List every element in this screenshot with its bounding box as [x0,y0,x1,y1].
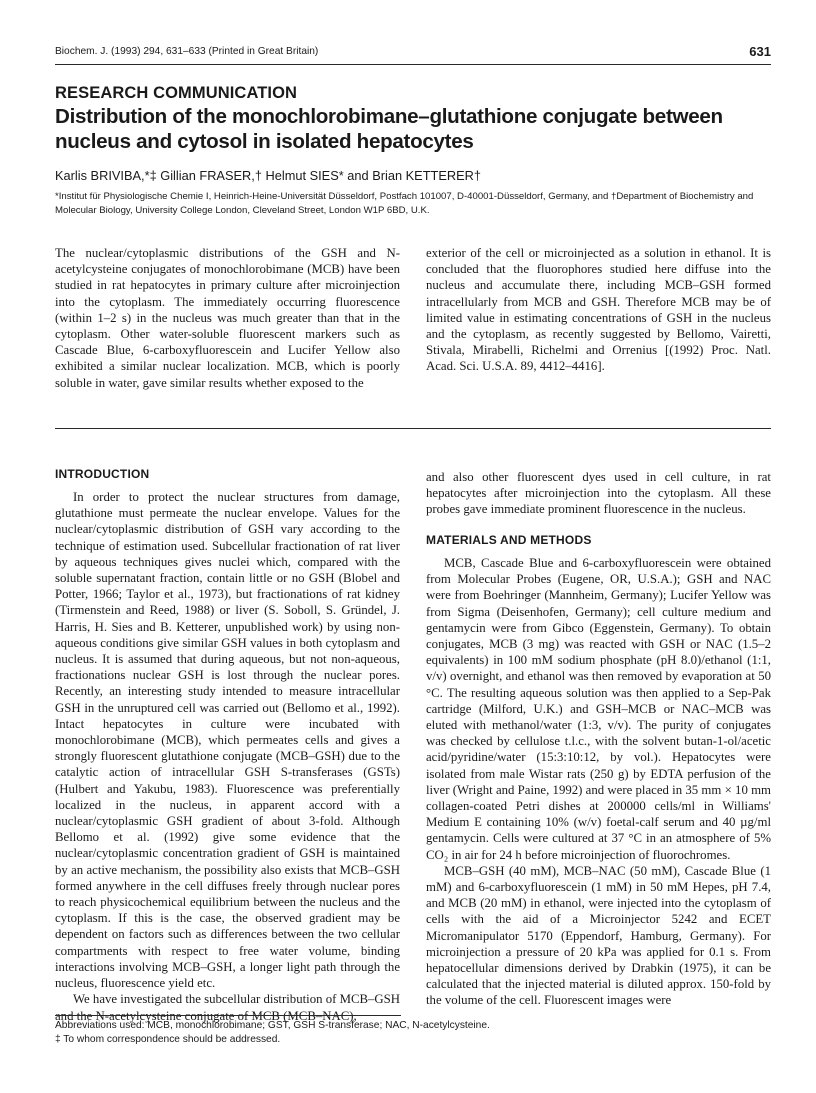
right-column-intro [426,469,771,518]
header-rule [55,64,771,65]
affiliations: *Institut für Physiologische Chemie I, Heinrich-Heine-Universität Düsseldorf, Postfach 101007, D-40001-Düsseldorf, Germany, and †Department of Biochemistry and Molecular Biology, University College London, Cleveland Street, London W1P 6BD, U.K. [55,191,754,216]
methods-paragraph-2: MCB–GSH (40 mM), MCB–NAC (50 mM), Cascade Blue (1 mM) and 6-carboxyfluorescein (1 mM) in 50 mM Hepes, pH 7.4, and MCB (20 mM) in ethanol, were injected into the cytoplasm of cells with the aid of a Microinjector 5242 and ECET Micromanipulator 5170 (Eppendorf, Hamburg, Germany). For microinjection a pressure of 20 kPa was applied for 0.1 s. From hepatocellular dimensions derived by Drabkin (1975), it can be calculated that the injected material is diluted approx. 150-fold by the volume of the cell. Fluorescent images were [426,863,771,1008]
footnote-rule [55,1015,401,1016]
page-number: 631 [749,44,771,59]
running-header [55,45,771,61]
right-column-methods [426,555,771,1009]
section-label: RESEARCH COMMUNICATION [55,84,298,102]
abstract-text-part1: The nuclear/cytoplasmic distributions of the GSH and N-acetylcysteine conjugates of monochlorobimane (MCB) have been studied in rat hepatocytes in primary culture after microinjection into the cytoplasm. The immediately occurring fluorescence (within 1–2 s) in the nucleus was much greater than that in the cytoplasm. Other water-soluble fluorescent markers such as Cascade Blue, 6-carboxyfluorescein and Lucifer Yellow also exhibited a similar nuclear localization. MCB, which is poorly soluble in water, gave similar results whether exposed to the [55,246,400,390]
methods-paragraph-1: MCB, Cascade Blue and 6-carboxyfluorescein were obtained from Molecular Probes (Eugene, OR, U.S.A.); GSH and NAC were from Boehringer (Mannheim, Germany); Lucifer Yellow was from Sigma (Deisenhofen, Germany); cell culture medium and gentamycin were from Gibco (Eggenstein, Germany). To obtain conjugates, MCB (3 mg) was reacted with GSH or NAC (1.5–2 equivalents) in 100 mM sodium phosphate (pH 8.0)/ethanol (1:1, v/v) overnight, and ethanol was then removed by evaporation at 50 °C. The resulting aqueous solution was then applied to a Sep-Pak cartridge (Milford, U.K.) and GSH–MCB or NAC–MCB was eluted with methanol/water (1:3, v/v). The purity of conjugates was checked by cellulose t.l.c., with the solvent butan-1-ol/acetic acid/pyridine/water (15:3:10:12, by vol.). Hepatocytes were isolated from male Wistar rats (250 g) by EDTA perfusion of the liver (Wright and Paine, 1992) and were placed in 35 mm × 10 mm collagen-coated Petri dishes at 200000 cells/ml in Williams' Medium E containing 10% (w/v) foetal-calf serum and 40 µg/ml gentamycin. Cells were cultured at 37 °C in an atmosphere of 5% CO₂ in air for 24 h before microinjection of fluorochromes. [426,556,771,862]
author-list: Karlis BRIVIBA,*‡ Gillian FRASER,† Helmut SIES* and Brian KETTERER† [55,168,482,183]
footnote-correspondence: ‡ To whom correspondence should be addressed. [55,1034,281,1045]
abstract-right-column [426,245,771,375]
methods-heading: MATERIALS AND METHODS [426,533,592,547]
intro-paragraph-1: In order to protect the nuclear structures from damage, glutathione must permeate the nuclear envelope. Values for the nuclear/cytoplasmic distribution of GSH vary according to the technique of estimation used. Subcellular fractionation of rat liver by aqueous techniques gives nuclei which, compared with the soluble supernatant fraction, contain little or no GSH (Blobel and Potter, 1966; Taylor et al., 1973), but fractionations of rat kidney (Tirmenstein and Reed, 1988) or liver (S. Soboll, S. Gründel, J. Harris, H. Sies and B. Ketterer, unpublished work) by using non-aqueous conditions give similar GSH values in both cytoplasm and nucleus. It is assumed that during aqueous, but not non-aqueous, fractionations nuclear GSH is lost through the nuclear pores. Recently, an interesting study intended to measure intracellular GSH in the unruptured cell was carried out (Bellomo et al., 1992). Intact hepatocytes in culture were incubated with monochlorobimane (MCB), which permeates cells and gives a strongly fluorescent glutathione conjugate (MCB–GSH) due to the catalytic action of intracellular GSH S-transferases (GSTs) (Hulbert and Yakubu, 1983). Fluorescence was preferentially localized in the nucleus, in apparent accord with a nuclear/cytoplasmic GSH gradient of about 3-fold. Although Bellomo et al. (1992) give some evidence that the nuclear/cytoplasmic concentration gradient of GSH is maintained by an active mechanism, the possibility also exists that MCB–GSH formed anywhere in the cell diffuses freely through nuclear pores to reach physicochemical equilibrium between the nucleus and the cytoplasm. If this is the case, the observed gradient may be dependent on factors such as differences between the two cellular compartments with respect to free water volume, binding interactions involving MCB–GSH, a longer light path through the nucleus, fluorescence yield etc. [55,490,400,991]
intro-paragraph-2: We have investigated the subcellular distribution of MCB–GSH and the N-acetylcysteine conjugate of MCB (MCB–NAC), [55,992,401,1023]
left-column-body [55,489,400,1024]
introduction-heading: INTRODUCTION [55,467,150,481]
article-title: Distribution of the monochlorobimane–glutathione conjugate between nucleus and cytosol in isolated hepatocytes [55,105,723,153]
intro-paragraph-3: and also other fluorescent dyes used in cell culture, in rat hepatocytes after microinjection into the cytoplasm. All these probes gave immediate prominent fluorescence in the nucleus. [426,470,771,517]
abstract-rule [55,428,771,429]
footnote-abbreviations: Abbreviations used: MCB, monochlorobimane; GST, GSH S-transferase; NAC, N-acetylcysteine. [55,1020,490,1031]
journal-citation: Biochem. J. (1993) 294, 631–633 (Printed in Great Britain) [55,46,319,57]
abstract-left-column [55,245,400,391]
abstract-text-part2: exterior of the cell or microinjected as a solution in ethanol. It is concluded that the fluorophores studied here diffuse into the nucleus and accumulate there, including MCB–GSH formed intracellularly from MCB and GSH. Therefore MCB may be of limited value in estimating concentrations of GSH in the nucleus and the cytoplasm, as recently suggested by Bellomo, Vairetti, Stivala, Mirabelli, Richelmi and Orrenius [(1992) Proc. Natl. Acad. Sci. U.S.A. 89, 4412–4416]. [426,246,771,374]
